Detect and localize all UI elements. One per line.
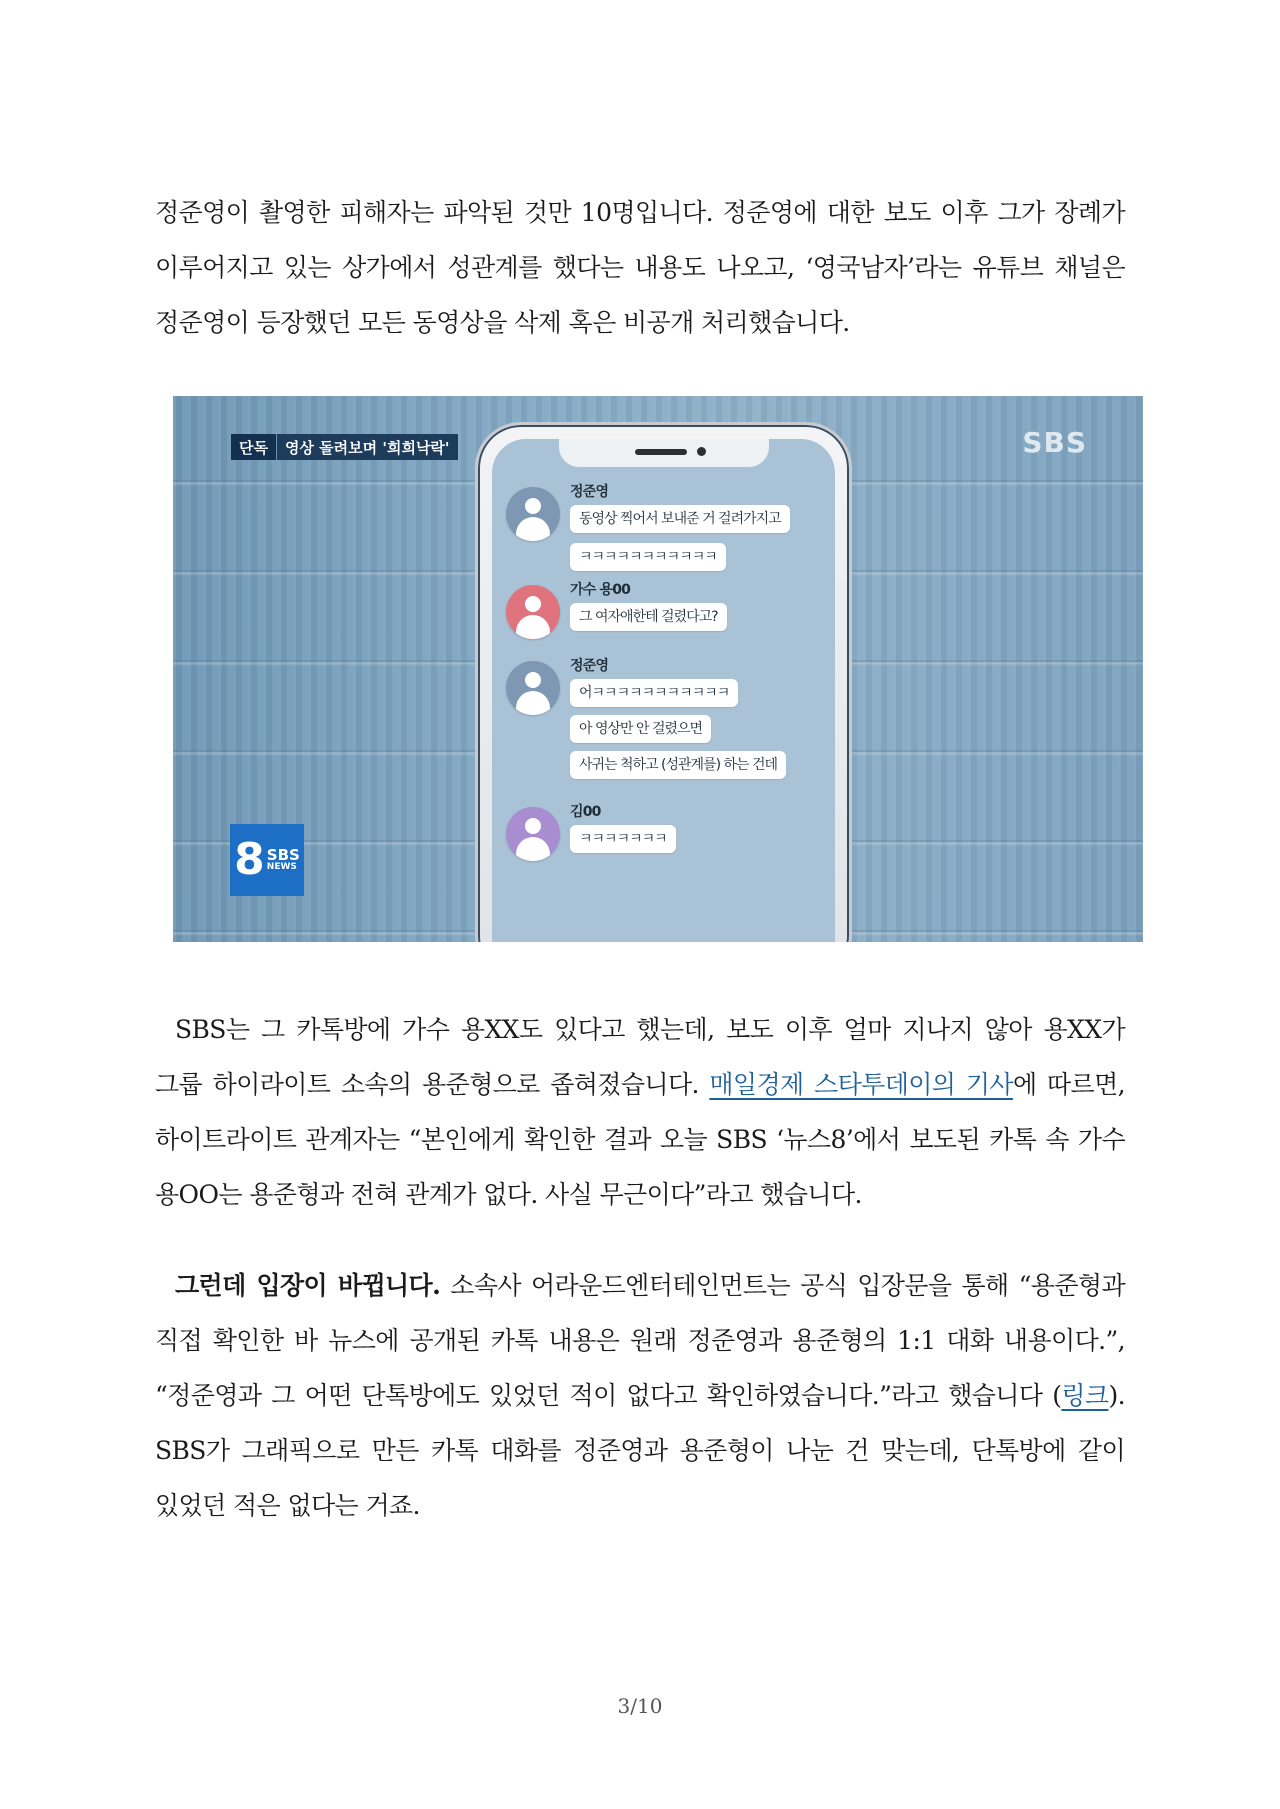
chat-sender: 가수 용00 (570, 582, 631, 598)
page-number: 3/10 (617, 1694, 663, 1718)
chat-bubble: 동영상 찍어서 보내준 거 걸려가지고 (570, 505, 790, 533)
sbs-news-logo-number: 8 (234, 834, 265, 885)
speaker-icon (635, 449, 687, 455)
chat-sender: 김00 (570, 804, 601, 820)
news-screenshot-figure (173, 396, 1143, 942)
avatar (506, 487, 560, 541)
paragraph-1-text: 정준영이 촬영한 피해자는 파악된 것만 10명입니다. 정준영에 대한 보도 이후 그가 장례가 이루어지고 있는 상가에서 성관계를 했다는 내용도 나오고, ‘영국남자’라는 유튜브 채널은 정준영이 등장했던 모든 동영상을 삭제 혹은 비공개 처리했습니다. (155, 198, 1125, 337)
chat-bubble: 그 여자애한테 걸렸다고? (570, 603, 727, 631)
avatar (506, 807, 560, 861)
paragraph-3 (155, 1258, 1125, 1533)
paragraph-2-text-end: 에 따르면, 하이트라이트 관계자는 “본인에게 확인한 결과 오늘 SBS ‘뉴스8’에서 보도된 카톡 속 가수 용OO는 용준형과 전혀 관계가 없다. 사실 무근이다”라고 했습니다. (155, 1070, 1125, 1209)
paragraph-3-text-start: 소속사 어라운드엔터테인먼트는 공식 입장문을 통해 “용준형과 직접 확인한 바 뉴스에 공개된 카톡 내용은 원래 정준영과 용준형의 1:1 대화 내용이다.”, “정준영과 그 어떤 단톡방에도 있었던 적이 없다고 확인하였습니다.”라고 했습니다 ( (155, 1271, 1125, 1410)
sbs-watermark: SBS (1022, 426, 1087, 459)
paragraph-2 (155, 1002, 1125, 1222)
maeil-startoday-article-link[interactable]: 매일경제 스타투데이의 기사 (709, 1070, 1013, 1099)
chat-bubble: ㅋㅋㅋㅋㅋㅋㅋㅋㅋㅋㅋ (570, 543, 726, 571)
sbs-news-logo-news: NEWS (266, 862, 297, 872)
phone-notch (559, 439, 769, 467)
chat-bubble: 아 영상만 안 걸렸으면 (570, 715, 711, 743)
exclusive-tag-text: 영상 돌려보며 '희희낙락' (284, 438, 450, 457)
chat-bubble: ㅋㅋㅋㅋㅋㅋㅋ (570, 825, 676, 853)
chat-bubble: 어ㅋㅋㅋㅋㅋㅋㅋㅋㅋㅋㅋ (570, 679, 738, 707)
sbs-news-logo-sbs: SBS (266, 846, 300, 864)
paragraph-1 (155, 185, 1125, 350)
phone-mockup (475, 422, 852, 942)
sbs-news-logo (230, 824, 304, 896)
avatar (506, 661, 560, 715)
paragraph-3-bold-lead: 그런데 입장이 바뀝니다. (175, 1271, 441, 1300)
chat-bubble: 사귀는 척하고 (성관계를) 하는 건데 (570, 751, 786, 779)
chat-sender: 정준영 (570, 658, 609, 674)
phone-screen (492, 439, 835, 942)
statement-link[interactable]: 링크 (1061, 1381, 1109, 1410)
paragraph-2-text-start: SBS는 그 카톡방에 가수 용XX도 있다고 했는데, 보도 이후 얼마 지나지 않아 용XX가 그룹 하이라이트 소속의 용준형으로 좁혀졌습니다. (155, 1015, 1125, 1099)
exclusive-tag-label: 단독 (231, 434, 277, 460)
exclusive-tag (231, 434, 458, 460)
camera-icon (697, 447, 706, 456)
chat-sender: 정준영 (570, 484, 609, 500)
avatar (506, 585, 560, 639)
paragraph-3-text-end: ). SBS가 그래픽으로 만든 카톡 대화를 정준영과 용준형이 나눈 건 맞는데, 단톡방에 같이 있었던 적은 없다는 거죠. (155, 1381, 1125, 1520)
